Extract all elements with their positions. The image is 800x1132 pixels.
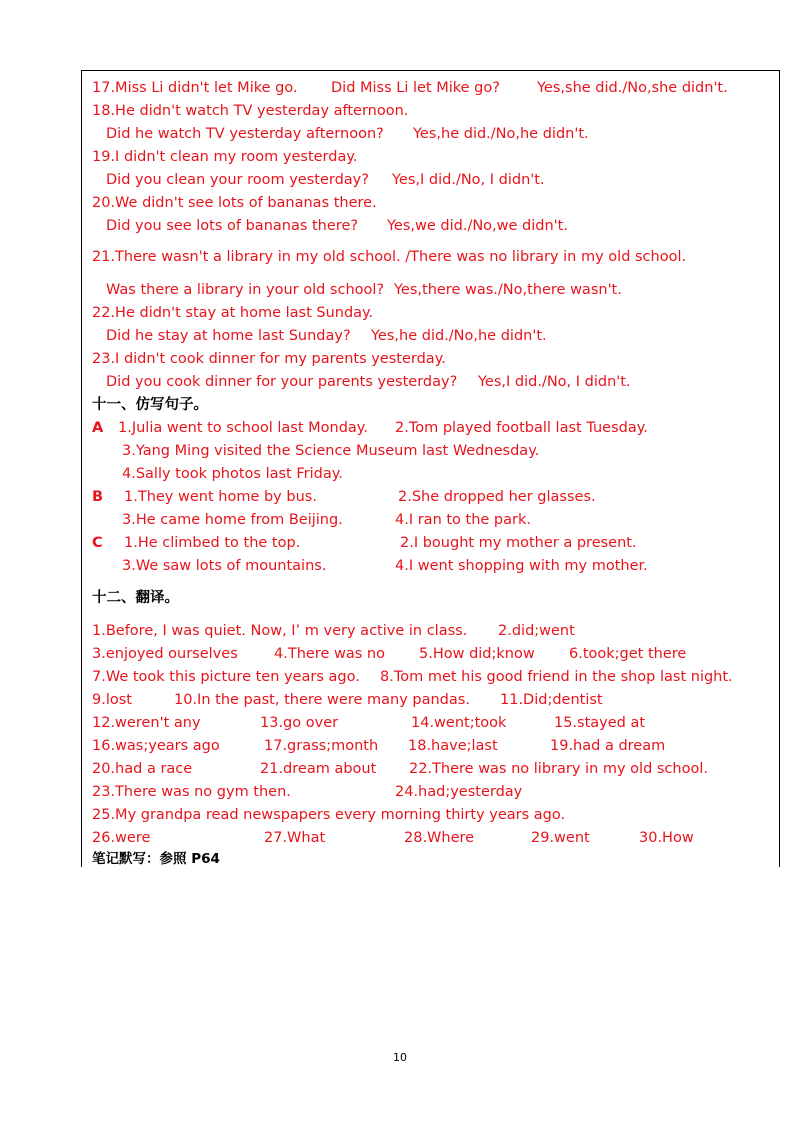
translation-17: 17.grass;month (264, 738, 379, 754)
q21-question: Was there a library in your old school? (106, 282, 385, 298)
translation-11: 11.Did;dentist (500, 692, 603, 708)
notes-reference: 笔记默写：参照 P64 (92, 851, 220, 867)
group-c-s1: 1.He climbed to the top. (124, 535, 301, 551)
translation-27: 27.What (264, 830, 326, 846)
group-c-s4: 4.I went shopping with my mother. (395, 558, 648, 574)
q18-statement: 18.He didn't watch TV yesterday afternoon. (92, 103, 409, 119)
translation-4: 4.There was no (274, 646, 385, 662)
translation-14: 14.went;took (411, 715, 507, 731)
q19-statement: 19.I didn't clean my room yesterday. (92, 149, 358, 165)
q19-answer: Yes,I did./No, I didn't. (392, 172, 545, 188)
translation-1: 1.Before, I was quiet. Now, I’ m very active in class. (92, 623, 468, 639)
group-a-s4: 4.Sally took photos last Friday. (122, 466, 343, 482)
translation-20: 20.had a race (92, 761, 193, 777)
group-a-s2: 2.Tom played football last Tuesday. (395, 420, 648, 436)
group-b-s1: 1.They went home by bus. (124, 489, 317, 505)
translation-24: 24.had;yesterday (395, 784, 523, 800)
group-b-label: B (92, 489, 104, 505)
q17-question: Did Miss Li let Mike go? (331, 80, 500, 96)
section12-heading: 十二、翻译。 (92, 590, 179, 606)
q20-statement: 20.We didn't see lots of bananas there. (92, 195, 377, 211)
q23-question: Did you cook dinner for your parents yesterday? (106, 374, 458, 390)
q23-statement: 23.I didn't cook dinner for my parents yesterday. (92, 351, 446, 367)
answer-box (81, 70, 780, 867)
translation-6: 6.took;get there (569, 646, 687, 662)
group-b-s4: 4.I ran to the park. (395, 512, 531, 528)
group-c-s2: 2.I bought my mother a present. (400, 535, 637, 551)
translation-19: 19.had a dream (550, 738, 666, 754)
group-b-s3: 3.He came home from Beijing. (122, 512, 343, 528)
group-c-s3: 3.We saw lots of mountains. (122, 558, 327, 574)
page-number: 10 (393, 1051, 407, 1064)
q21-statement: 21.There wasn't a library in my old school. /There was no library in my old school. (92, 249, 687, 265)
translation-28: 28.Where (404, 830, 475, 846)
group-a-label: A (92, 420, 104, 436)
group-a-s3: 3.Yang Ming visited the Science Museum last Wednesday. (122, 443, 540, 459)
translation-29: 29.went (531, 830, 590, 846)
translation-13: 13.go over (260, 715, 339, 731)
q23-answer: Yes,I did./No, I didn't. (478, 374, 631, 390)
translation-23: 23.There was no gym then. (92, 784, 291, 800)
q21-answer: Yes,there was./No,there wasn't. (394, 282, 622, 298)
q17-answer: Yes,she did./No,she didn't. (537, 80, 728, 96)
translation-7: 7.We took this picture ten years ago. (92, 669, 360, 685)
translation-10: 10.In the past, there were many pandas. (174, 692, 470, 708)
q18-answer: Yes,he did./No,he didn't. (413, 126, 589, 142)
translation-8: 8.Tom met his good friend in the shop last night. (380, 669, 733, 685)
translation-30: 30.How (639, 830, 694, 846)
q22-statement: 22.He didn't stay at home last Sunday. (92, 305, 374, 321)
group-a-s1: 1.Julia went to school last Monday. (118, 420, 368, 436)
translation-25: 25.My grandpa read newspapers every morning thirty years ago. (92, 807, 566, 823)
q19-question: Did you clean your room yesterday? (106, 172, 369, 188)
translation-15: 15.stayed at (554, 715, 646, 731)
group-c-label: C (92, 535, 103, 551)
translation-9: 9.lost (92, 692, 132, 708)
translation-3: 3.enjoyed ourselves (92, 646, 238, 662)
q22-answer: Yes,he did./No,he didn't. (371, 328, 547, 344)
section11-heading: 十一、仿写句子。 (92, 397, 208, 413)
q20-question: Did you see lots of bananas there? (106, 218, 359, 234)
translation-12: 12.weren't any (92, 715, 201, 731)
translation-18: 18.have;last (408, 738, 498, 754)
translation-5: 5.How did;know (419, 646, 535, 662)
translation-2: 2.did;went (498, 623, 575, 639)
q18-question: Did he watch TV yesterday afternoon? (106, 126, 384, 142)
group-b-s2: 2.She dropped her glasses. (398, 489, 596, 505)
translation-21: 21.dream about (260, 761, 377, 777)
q22-question: Did he stay at home last Sunday? (106, 328, 351, 344)
translation-16: 16.was;years ago (92, 738, 220, 754)
q17-statement: 17.Miss Li didn't let Mike go. (92, 80, 298, 96)
translation-26: 26.were (92, 830, 151, 846)
translation-22: 22.There was no library in my old school. (409, 761, 708, 777)
q20-answer: Yes,we did./No,we didn't. (387, 218, 568, 234)
